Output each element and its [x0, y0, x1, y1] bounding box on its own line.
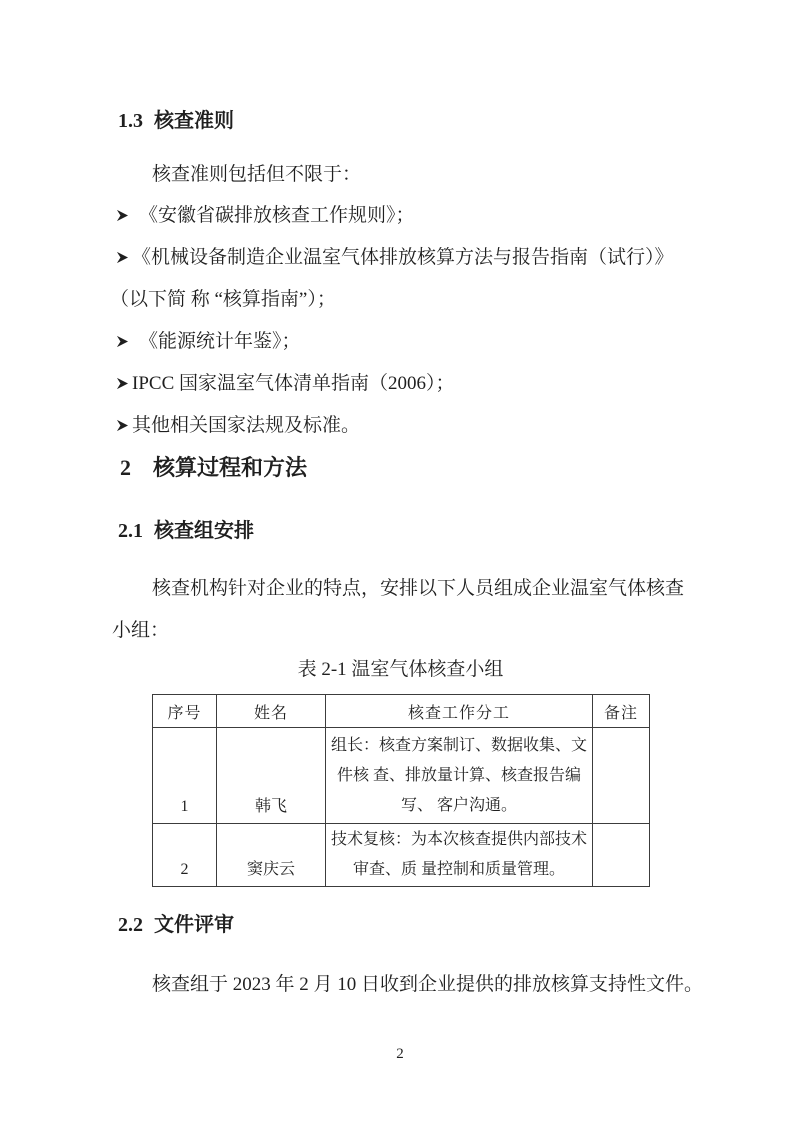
criteria-item-text: IPCC 国家温室气体清单指南（2006）； — [132, 373, 455, 394]
criteria-item — [116, 246, 674, 270]
cell-no: 2 — [153, 824, 217, 887]
team-paragraph-line1: 核查机构针对企业的特点，安排以下人员组成企业温室气体核查 — [152, 578, 685, 599]
section-heading-1-3 — [118, 109, 234, 133]
section-title: 核查组安排 — [154, 520, 254, 542]
section-number: 1.3 — [118, 110, 143, 132]
duty-line: 件核 查、排放量计算、核查报告编 — [336, 766, 581, 784]
arrow-dart-right-icon — [116, 373, 129, 386]
chapter-title: 核算过程和方法 — [153, 455, 308, 480]
cell-note — [593, 728, 650, 824]
header-cell-name: 姓名 — [217, 695, 326, 728]
duty-line: 组长：核查方案制订、数据收集、文 — [330, 736, 587, 754]
section-number: 2.1 — [118, 520, 143, 542]
page-number: 2 — [396, 1046, 404, 1062]
duty-line: 审查、质 量控制和质量管理。 — [352, 861, 565, 878]
arrow-dart-right-icon — [116, 247, 129, 260]
section-title: 文件评审 — [154, 914, 234, 936]
criteria-item-text: 《能源统计年鉴》； — [139, 331, 301, 352]
criteria-intro-paragraph: 核查准则包括但不限于： — [152, 164, 362, 185]
header-cell-duty: 核查工作分工 — [326, 695, 593, 728]
arrow-dart-right-icon — [116, 331, 129, 344]
criteria-item-text: 《机械设备制造企业温室气体排放核算方法与报告指南（试行）》 — [132, 247, 674, 268]
header-cell-no: 序号 — [153, 695, 217, 728]
criteria-item — [116, 372, 455, 396]
verification-team-table — [152, 694, 650, 887]
table-row — [153, 824, 650, 887]
team-paragraph-line2: 小组： — [112, 620, 170, 641]
header-cell-note: 备注 — [593, 695, 650, 728]
table-caption: 表 2-1 温室气体核查小组 — [297, 659, 504, 680]
section-number: 2.2 — [118, 914, 143, 936]
document-review-paragraph: 核查组于 2023 年 2 月 10 日收到企业提供的排放核算支持性文件。 — [152, 974, 704, 995]
criteria-item-text: 《安徽省碳排放核查工作规则》； — [139, 205, 415, 226]
chapter-number: 2 — [120, 455, 131, 480]
duty-line: 写、 客户沟通。 — [400, 796, 517, 814]
cell-note — [593, 824, 650, 887]
cell-duty — [326, 824, 593, 887]
cell-no: 1 — [153, 728, 217, 824]
criteria-item — [116, 414, 360, 438]
table-header-row — [153, 695, 650, 728]
criteria-item-text: 其他相关国家法规及标准。 — [132, 415, 361, 436]
section-heading-2-1 — [118, 519, 254, 543]
section-heading-2-2 — [118, 913, 234, 937]
duty-line: 技术复核：为本次核查提供内部技术 — [330, 831, 587, 848]
criteria-item-continuation: （以下简 称 “核算指南”）； — [110, 289, 336, 310]
section-title: 核查准则 — [154, 110, 234, 132]
arrow-dart-right-icon — [116, 205, 129, 218]
cell-duty — [326, 728, 593, 824]
arrow-dart-right-icon — [116, 415, 129, 428]
table-row — [153, 728, 650, 824]
cell-name: 窦庆云 — [217, 824, 326, 887]
criteria-item — [116, 204, 415, 228]
criteria-item — [116, 330, 301, 354]
cell-name: 韩飞 — [217, 728, 326, 824]
chapter-heading-2 — [120, 455, 307, 481]
